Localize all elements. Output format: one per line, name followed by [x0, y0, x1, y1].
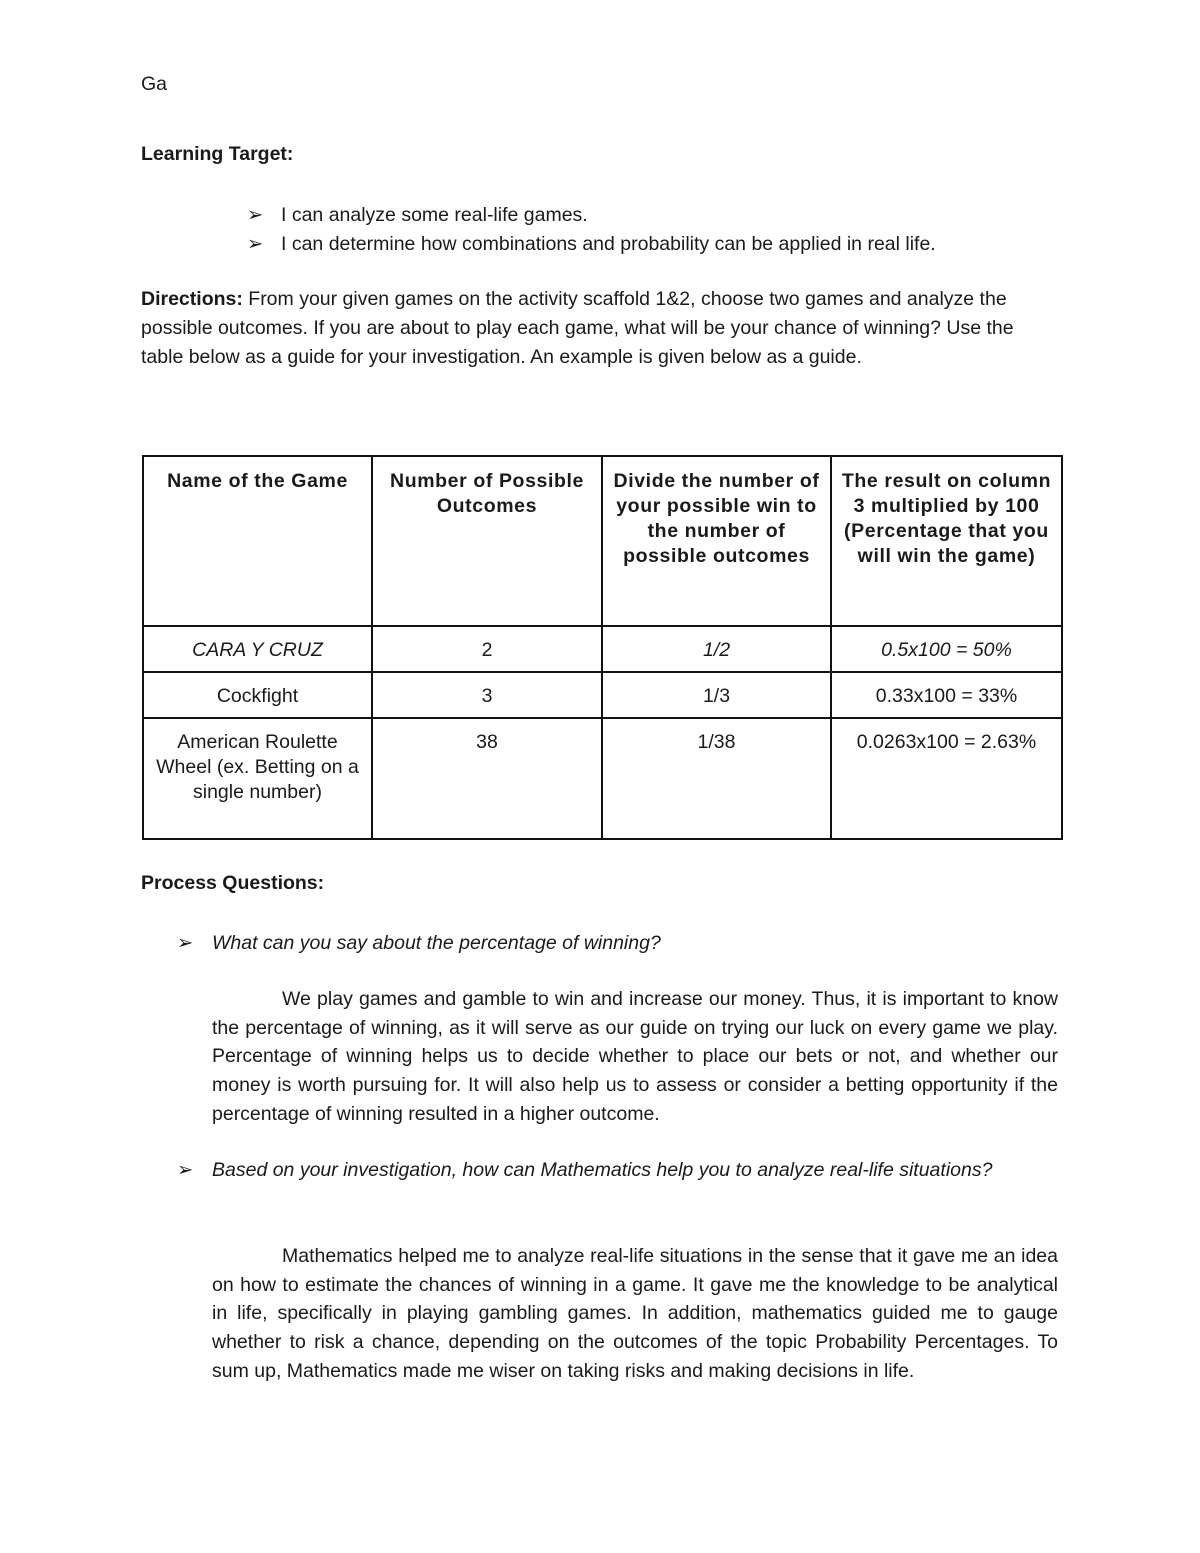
header-name: Ga	[141, 73, 168, 95]
column-header: Number of Possible Outcomes	[372, 456, 602, 626]
column-header: Divide the number of your possible win to the number of possible outcomes	[602, 456, 831, 626]
table-cell: 0.33x100 = 33%	[831, 672, 1062, 718]
directions-paragraph	[141, 285, 1061, 372]
table-row	[143, 718, 1062, 839]
table-cell: 3	[372, 672, 602, 718]
table-cell: American Roulette Wheel (ex. Betting on a single number)	[143, 718, 372, 839]
table-cell: CARA Y CRUZ	[143, 626, 372, 672]
process-question	[177, 1156, 1061, 1185]
table-cell: 38	[372, 718, 602, 839]
directions-label: Directions:	[141, 288, 243, 310]
learning-target-heading: Learning Target:	[141, 143, 294, 165]
games-table	[142, 455, 1063, 840]
table-cell: 2	[372, 626, 602, 672]
answer-paragraph: Mathematics helped me to analyze real-life situations in the sense that it gave me an idea on how to estimate the chances of winning in a game. It gave me the knowledge to be analytical in life, specifically in playing gambling games. In addition, mathematics guided me to gauge whether to risk a chance, depending on the outcomes of the topic Probability Percentages. To sum up, Mathematics made me wiser on taking risks and making decisions in life.	[212, 1245, 1058, 1382]
process-questions-heading: Process Questions:	[141, 872, 325, 894]
table-row	[143, 672, 1062, 718]
learning-target-item: I can analyze some real-life games.	[281, 204, 588, 226]
process-question	[177, 929, 1061, 958]
table-cell: 1/38	[602, 718, 831, 839]
table-header-row	[143, 456, 1062, 626]
column-header: The result on column 3 multiplied by 100 (Percentage that you will win the game)	[831, 456, 1062, 626]
answer-paragraph: We play games and gamble to win and increase our money. Thus, it is important to know the percentage of winning, as it will serve as our guide on trying our luck on every game we play. Percentage of winning helps us to decide whether to place our bets or not, and whether our money is worth pursuing for. It will also help us to assess or consider a betting opportunity if the percentage of winning resulted in a higher outcome.	[212, 988, 1058, 1125]
table-cell: 0.0263x100 = 2.63%	[831, 718, 1062, 839]
list-item	[247, 230, 936, 259]
table-cell: 1/2	[602, 626, 831, 672]
question-text: Based on your investigation, how can Mathematics help you to analyze real-life situations?	[212, 1159, 993, 1181]
directions-text: From your given games on the activity scaffold 1&2, choose two games and analyze the possible outcomes. If you are about to play each game, what will be your chance of winning? Use the table below as a guide for your investigation. An example is given below as a guide.	[141, 288, 1014, 368]
question-text: What can you say about the percentage of winning?	[212, 932, 661, 954]
list-item	[247, 201, 936, 230]
table-cell: 1/3	[602, 672, 831, 718]
arrow-bullet-icon: ➢	[177, 932, 194, 954]
table-cell: Cockfight	[143, 672, 372, 718]
learning-target-item: I can determine how combinations and probability can be applied in real life.	[281, 233, 936, 255]
column-header: Name of the Game	[143, 456, 372, 626]
table-cell: 0.5x100 = 50%	[831, 626, 1062, 672]
arrow-bullet-icon: ➢	[177, 1159, 194, 1181]
arrow-bullet-icon: ➢	[247, 233, 264, 255]
table-row	[143, 626, 1062, 672]
arrow-bullet-icon: ➢	[247, 204, 264, 226]
learning-target-list	[247, 201, 936, 259]
